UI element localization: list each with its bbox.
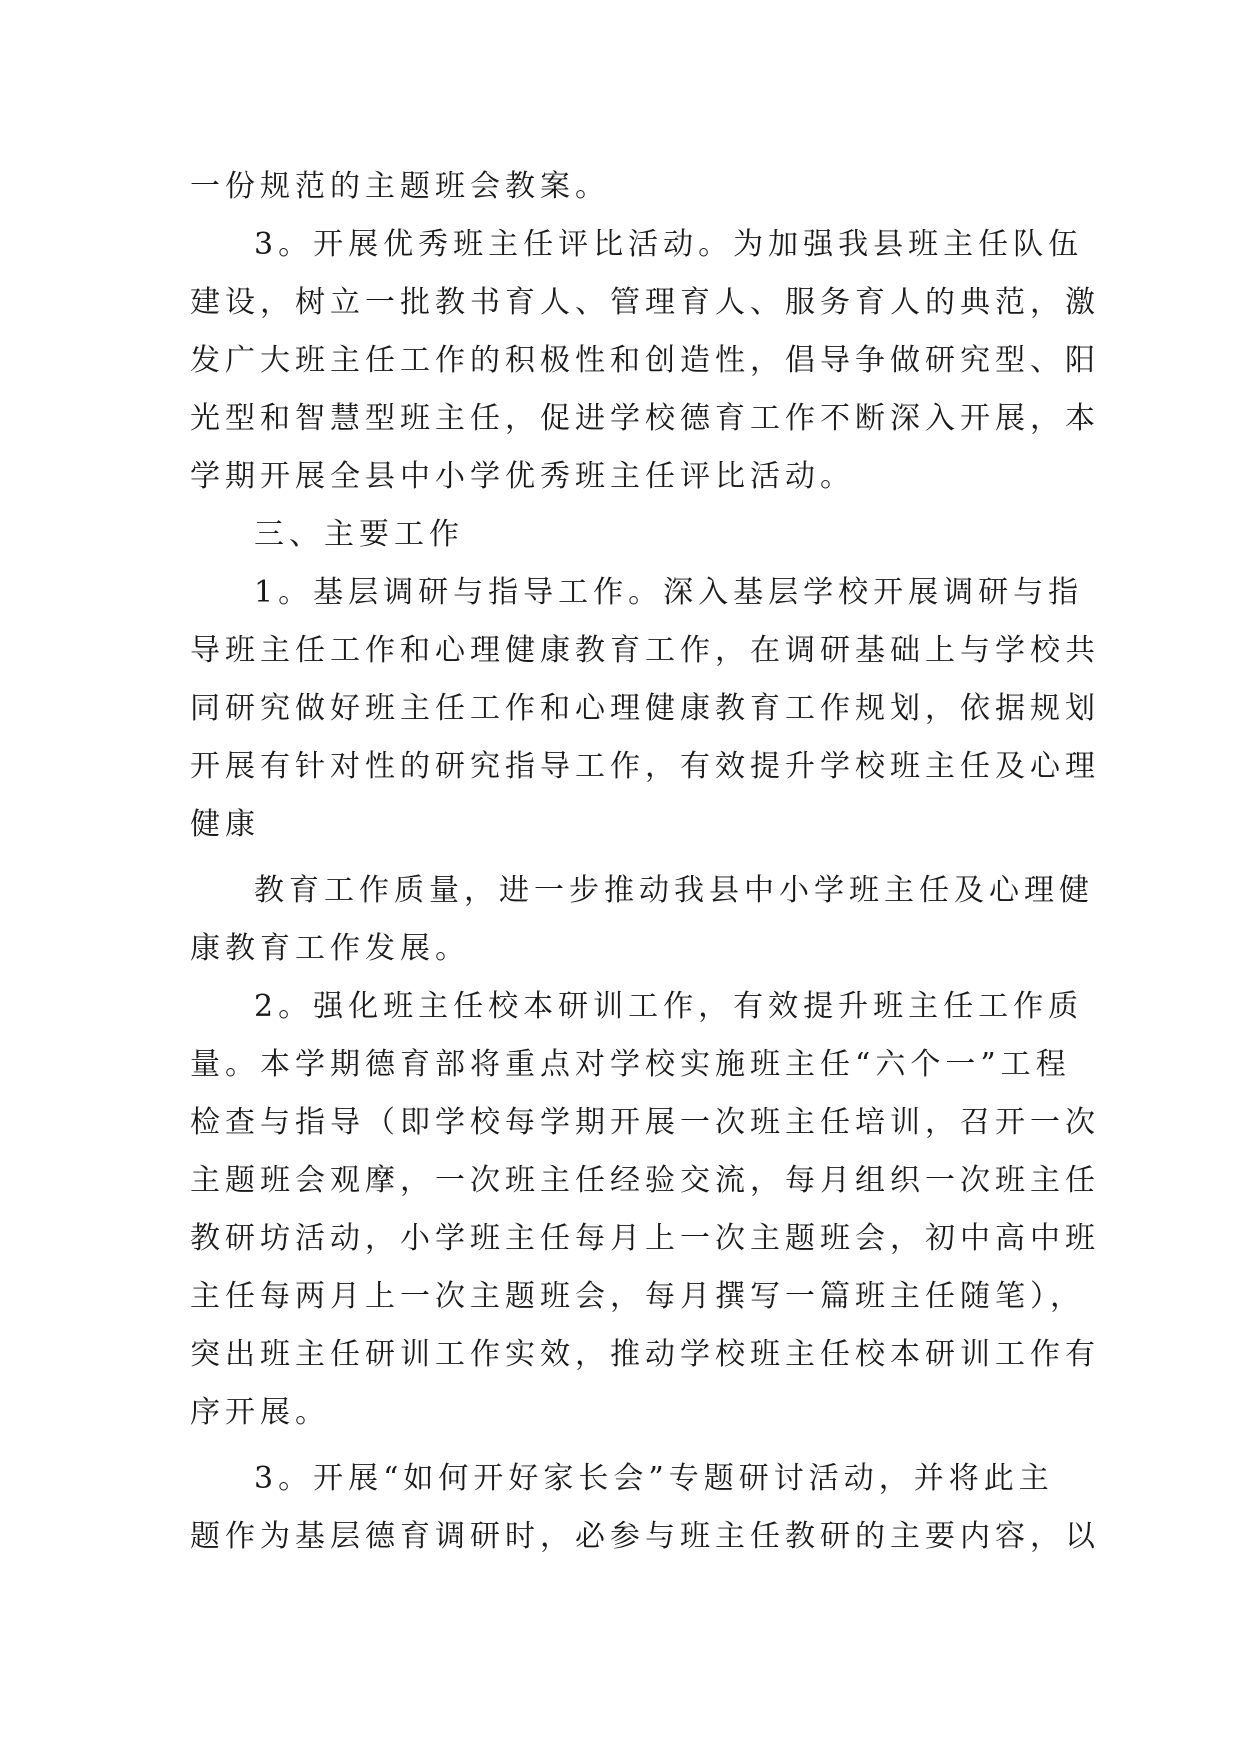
text-line: 一份规范的主题班会教案。 xyxy=(190,169,610,204)
text-line: 2。强化班主任校本研训工作，有效提升班主任工作质 xyxy=(254,989,1084,1024)
text-line: 同研究做好班主任工作和心理健康教育工作规划，依据规划 xyxy=(190,691,1100,726)
text-line: 健康 xyxy=(190,807,260,842)
text-line: 序开展。 xyxy=(190,1395,330,1430)
paragraph-gap xyxy=(190,854,1052,862)
section-heading: 三、主要工作 xyxy=(254,517,464,552)
text-line: 光型和智慧型班主任，促进学校德育工作不断深入开展，本 xyxy=(190,401,1100,436)
text-line: 建设，树立一批教书育人、管理育人、服务育人的典范，激 xyxy=(190,285,1100,320)
text-line: 教研坊活动，小学班主任每月上一次主题班会，初中高中班 xyxy=(190,1221,1100,1256)
text-line: 1。基层调研与指导工作。深入基层学校开展调研与指 xyxy=(254,575,1084,610)
text-line: 突出班主任研训工作实效，推动学校班主任校本研训工作有 xyxy=(190,1337,1100,1372)
text-line: 教育工作质量，进一步推动我县中小学班主任及心理健 xyxy=(254,873,1094,908)
text-line: 3。开展优秀班主任评比活动。为加强我县班主任队伍 xyxy=(254,227,1084,262)
text-line: 开展有针对性的研究指导工作，有效提升学校班主任及心理 xyxy=(190,749,1100,784)
text-line: 检查与指导（即学校每学期开展一次班主任培训，召开一次 xyxy=(190,1105,1100,1140)
text-line: 主题班会观摩，一次班主任经验交流，每月组织一次班主任 xyxy=(190,1163,1100,1198)
text-line: 康教育工作发展。 xyxy=(190,931,470,966)
paragraph-gap xyxy=(190,1442,1052,1450)
text-line: 量。本学期德育部将重点对学校实施班主任“六个一”工程 xyxy=(190,1047,1071,1082)
text-line: 3。开展“如何开好家长会”专题研讨活动，并将此主 xyxy=(254,1461,1054,1496)
text-line: 发广大班主任工作的积极性和创造性，倡导争做研究型、阳 xyxy=(190,343,1100,378)
text-line: 主任每两月上一次主题班会，每月撰写一篇班主任随笔）， xyxy=(190,1279,1085,1314)
text-line: 学期开展全县中小学优秀班主任评比活动。 xyxy=(190,459,855,494)
text-line: 题作为基层德育调研时，必参与班主任教研的主要内容，以 xyxy=(190,1519,1100,1554)
document-body xyxy=(190,158,1100,1566)
text-line: 导班主任工作和心理健康教育工作，在调研基础上与学校共 xyxy=(190,633,1100,668)
